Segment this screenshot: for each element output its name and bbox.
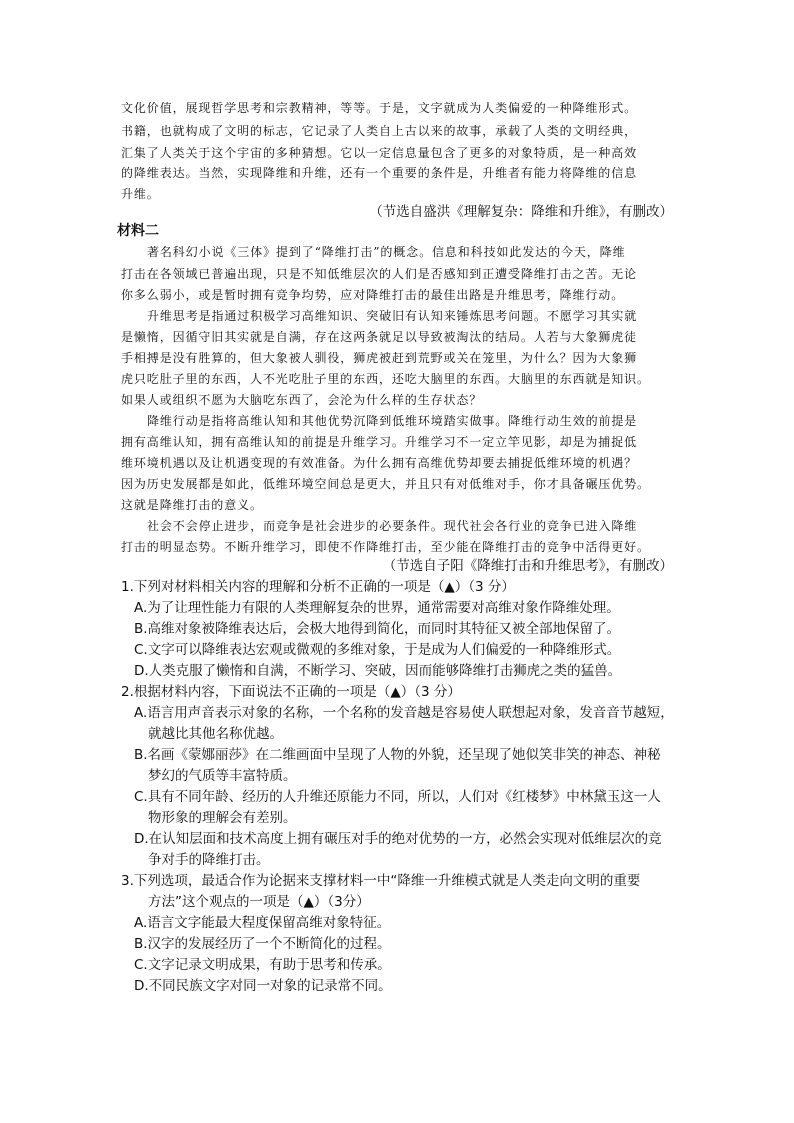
material2-line: 你多么弱小，或是暂时拥有竞争均势，应对降维打击的最佳出路是升维思考，降维行动。 (121, 288, 625, 302)
material2-line: 手相搏是没有胜算的，但大象被人驯役，狮虎被赶到荒野或关在笼里，为什么？因为大象狮 (121, 351, 638, 365)
question-3-stem-cont: 方法”这个观点的一项是（▲）（3分） (148, 894, 370, 910)
question-2-option-a-cont: 就越比其他名称优越。 (148, 726, 283, 742)
material1-line: 的降维表达。当然，实现降维和升维，还有一个重要的条件是，升维者有能力将降维的信息 (121, 166, 638, 180)
source-citation-2: （节选自子阳《降维打击和升维思考》，有删改） (382, 558, 673, 574)
question-3-option-d: D.不同民族文字对同一对象的记录常不同。 (134, 978, 392, 994)
question-3-option-b: B.汉字的发展经历了一个不断简化的过程。 (134, 936, 391, 952)
material2-line: 社会不会停止进步，而竞争是社会进步的必要条件。现代社会各行业的竞争已进入降维 (147, 519, 638, 533)
question-1-option-a: A.为了让理性能力有限的人类理解复杂的世界，通常需要对高维对象作降维处理。 (134, 600, 620, 616)
question-1-stem: 1.下列对材料相关内容的理解和分析不正确的一项是（▲）（3 分） (121, 579, 515, 595)
question-2-stem: 2.根据材料内容，下面说法不正确的一项是（▲）（3 分） (121, 684, 461, 700)
material2-line: 维环境机遇以及让机遇变现的有效准备。为什么拥有高维优势却要去捕捉低维环境的机遇？ (121, 456, 638, 470)
material2-line: 是懒惰，因循守旧其实就是自满，存在这两条就足以导致被淘汰的结局。人若与大象狮虎徒 (121, 330, 638, 344)
material2-line: 打击在各领域已普遍出现，只是不知低维层次的人们是否感知到正遭受降维打击之苦。无论 (121, 267, 638, 281)
material2-heading: 材料二 (117, 223, 159, 239)
question-2-option-a: A.语言用声音表示对象的名称，一个名称的发音越是容易使人联想起对象，发音音节越短， (134, 705, 674, 721)
question-3-option-a: A.语言文字能最大程度保留高维对象特征。 (134, 915, 391, 931)
question-3-option-c: C.文字记录文明成果，有助于思考和传承。 (134, 957, 391, 973)
question-1-option-b: B.高维对象被降维表达后，会极大地得到简化，而同时其特征又被全部地保留了。 (134, 621, 621, 637)
material2-line: 降维行动是指将高维认知和其他优势沉降到低维环境踏实做事。降维行动生效的前提是 (147, 414, 638, 428)
material1-line: 文化价值，展现哲学思考和宗教精神，等等。于是，文字就成为人类偏爱的一种降维形式。 (121, 101, 638, 115)
question-3-stem: 3.下列选项，最适合作为论据来支撑材料一中“降维一升维模式就是人类走向文明的重要 (121, 873, 641, 889)
material1-line: 汇集了人类关于这个宇宙的多种猜想。它以一定信息量包含了更多的对象特质，是一种高效 (121, 146, 638, 160)
material1-line: 书籍，也就构成了文明的标志，它记录了人类自上古以来的故事，承载了人类的文明经典， (121, 124, 638, 138)
material2-line: 如果人或组织不愿为大脑吃东西了，会沦为什么样的生存状态？ (121, 393, 483, 407)
material2-line: 打击的明显态势。不断升维学习，即使不作降维打击，至少能在降维打击的竞争中活得更好。 (121, 540, 650, 554)
material2-line: 拥有高维认知，拥有高维认知的前提是升维学习。升维学习不一定立竿见影，却是为捕捉低 (121, 435, 638, 449)
question-2-option-d-cont: 争对手的降维打击。 (148, 852, 270, 868)
question-1-option-c: C.文字可以降维表达宏观或微观的多维对象，于是成为人们偏爱的一种降维形式。 (134, 642, 621, 658)
material2-line: 著名科幻小说《三体》提到了“降维打击”的概念。信息和科技如此发达的今天，降维 (147, 245, 626, 259)
source-citation-1: （节选自盛洪《理解复杂：降维和升维》，有删改） (369, 204, 673, 220)
material2-line: 因为历史发展都是如此，低维环境空间总是更大，并且只有对低维对手，你才具备碾压优势。 (121, 477, 650, 491)
material2-line: 虎只吃肚子里的东西，人不光吃肚子里的东西，还吃大脑里的东西。大脑里的东西就是知识。 (121, 372, 650, 386)
question-2-option-b-cont: 梦幻的气质等丰富特质。 (148, 768, 297, 784)
question-2-option-c: C.具有不同年龄、经历的人升维还原能力不同，所以，人们对《红楼梦》中林黛玉这一人 (134, 789, 661, 805)
material2-line: 升维思考是指通过积极学习高维知识、突破旧有认知来锤炼思考问题。不愿学习其实就 (147, 309, 638, 323)
material2-line: 这就是降维打击的意义。 (121, 498, 263, 512)
material1-line: 升维。 (121, 187, 160, 201)
question-2-option-b: B.名画《蒙娜丽莎》在二维画面中呈现了人物的外貌，还呈现了她似笑非笑的神态、神秘 (134, 747, 661, 763)
question-2-option-d: D.在认知层面和技术高度上拥有碾压对手的绝对优势的一方，必然会实现对低维层次的竞 (134, 831, 662, 847)
question-1-option-d: D.人类克服了懒惰和自满，不断学习、突破，因而能够降维打击狮虎之类的猛兽。 (134, 663, 622, 679)
question-2-option-c-cont: 物形象的理解会有差别。 (148, 810, 297, 826)
